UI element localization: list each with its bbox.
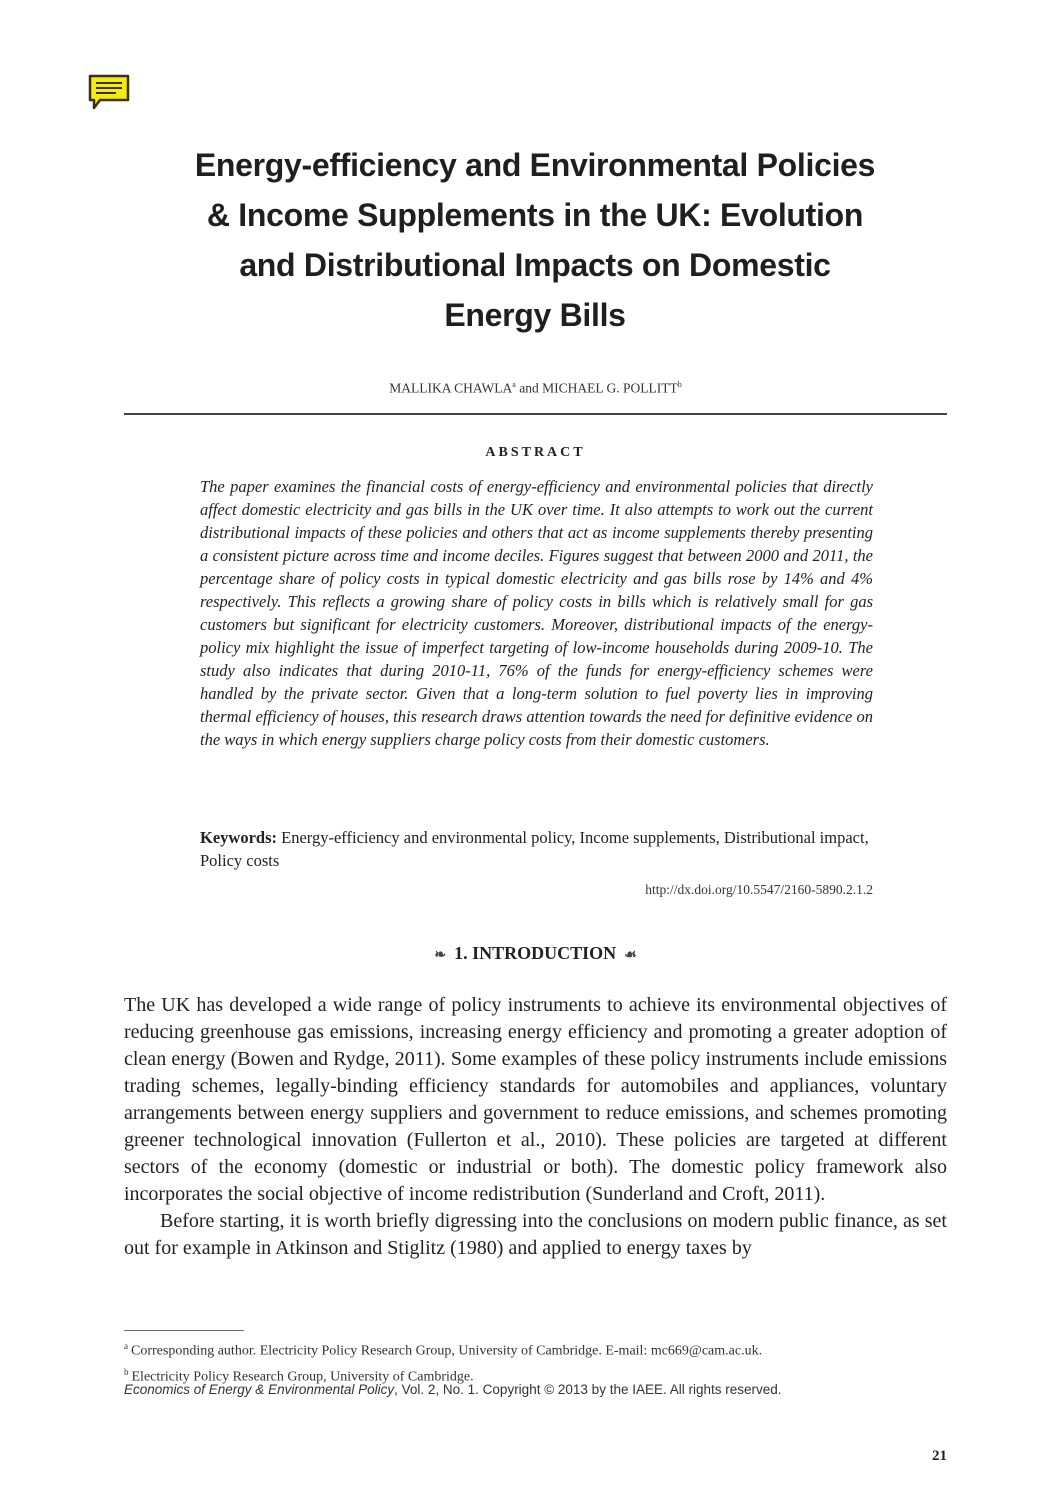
title-line: & Income Supplements in the UK: Evolution (206, 197, 864, 233)
journal-copyright: , Vol. 2, No. 1. Copyright © 2013 by the IAEE. All rights reserved. (394, 1382, 782, 1397)
page-number: 21 (932, 1448, 947, 1464)
ornament-left-icon: ❧ (434, 948, 447, 963)
paper-title (140, 140, 930, 340)
paragraph: The UK has developed a wide range of policy instruments to achieve its environmental objectives of reducing greenhouse gas emissions, increasing energy efficiency and promoting a greater adoption of clean energy (Bowen and Rydge, 2011). Some examples of these policy instruments include emissions trading schemes, legally-binding efficiency standards for automobiles and appliances, voluntary arrangements between energy suppliers and government to reduce emissions, and schemes promoting greener technological innovation (Fullerton et al., 2010). These policies are targeted at different sectors of the economy (domestic or industrial or both). The domestic policy framework also incorporates the social objective of income redistribution (Sunderland and Croft, 2011). (124, 994, 947, 1205)
title-line: and Distributional Impacts on Domestic (239, 247, 831, 283)
author-line (124, 380, 947, 397)
author-name: MICHAEL G. POLLITT (542, 380, 678, 396)
author-name: MALLIKA CHAWLA (389, 380, 513, 396)
keywords (200, 826, 873, 872)
title-line: Energy Bills (444, 297, 626, 333)
author-connector: and (519, 380, 539, 396)
footnote-text: Electricity Policy Research Group, University of Cambridge. (131, 1369, 474, 1385)
keywords-text: Energy-efficiency and environmental policy, Income supplements, Distributional impact, Policy costs (200, 828, 869, 870)
ornament-right-icon: ☙ (624, 948, 637, 963)
footnote (124, 1336, 947, 1362)
doi-link[interactable]: http://dx.doi.org/10.5547/2160-5890.2.1.2 (645, 882, 873, 897)
footnote-mark: b (124, 1366, 129, 1377)
paragraph: Before starting, it is worth briefly digressing into the conclusions on modern public finance, as set out for example in Atkinson and Stiglitz (1980) and applied to energy taxes by (124, 1210, 947, 1259)
footnotes (124, 1336, 947, 1387)
footnote-divider (124, 1330, 244, 1331)
section-heading (124, 943, 947, 964)
footnote-text: Corresponding author. Electricity Policy Research Group, University of Cambridge. E-mail: mc669@cam.ac.uk. (131, 1343, 763, 1359)
affiliation-mark: a (512, 380, 516, 389)
journal-citation (124, 1382, 947, 1397)
journal-name: Economics of Energy & Environmental Policy (124, 1382, 395, 1397)
footnote-mark: a (124, 1341, 128, 1351)
keywords-label: Keywords: (200, 828, 277, 847)
affiliation-mark: b (677, 380, 682, 389)
section-title: 1. INTRODUCTION (454, 943, 617, 963)
sticky-note-icon[interactable] (86, 72, 132, 114)
body-text (124, 992, 947, 1262)
header-divider (124, 413, 947, 415)
abstract-heading: ABSTRACT (485, 445, 586, 460)
abstract-text: The paper examines the financial costs of energy-efficiency and environmental policies that directly affect domestic electricity and gas bills in the UK over time. It also attempts to work out the current distributional impacts of these policies and others that act as income supplements thereby presenting a consistent picture across time and income deciles. Figures suggest that between 2000 and 2011, the percentage share of policy costs in typical domestic electricity and gas bills rose by 14% and 4% respectively. This reflects a growing share of policy costs in bills which is relatively small for gas customers but significant for electricity customers. Moreover, distributional impacts of the energy-policy mix highlight the issue of imperfect targeting of low-income households during 2009-10. The study also indicates that during 2010-11, 76% of the funds for energy-efficiency schemes were handled by the private sector. Given that a long-term solution to fuel poverty lies in improving thermal efficiency of houses, this research draws attention towards the need for definitive evidence on the ways in which energy suppliers charge policy costs from their domestic customers. (200, 477, 873, 749)
title-line: Energy-efficiency and Environmental Policies (194, 147, 876, 183)
